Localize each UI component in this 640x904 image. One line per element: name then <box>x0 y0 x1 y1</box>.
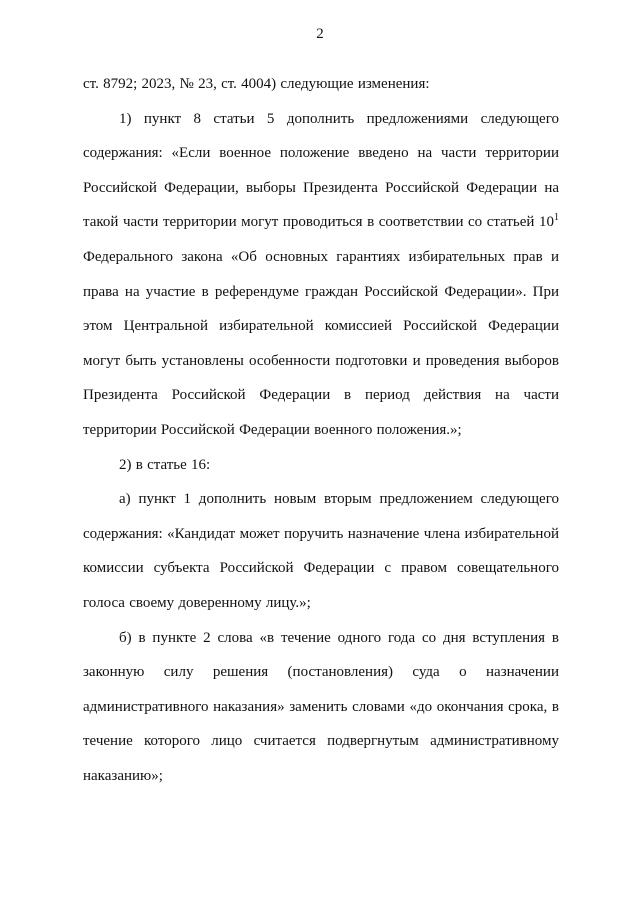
paragraph-item-1-text: 1) пункт 8 статьи 5 дополнить предложениями следующего содержания: «Если военное положение введено на части территории Российской Федерации, выборы Президента Российской Федерации на такой части территории могут проводиться в соответствии со статьей 10 <box>83 110 559 231</box>
paragraph-item-1-continuation: Федерального закона «Об основных гарантиях избирательных прав и права на участие в референдуме граждан Российской Федерации». При этом Центральной избирательной комиссией Российской Федерации могут быть установлены особенности подготовки и проведения выборов Президента Российской Федерации в период действия на части территории Российской Федерации военного положения.»; <box>83 248 559 438</box>
page-number: 2 <box>316 26 324 42</box>
paragraph-item-2: 2) в статье 16: <box>119 456 211 473</box>
paragraph-subitem-b: б) в пункте 2 слова «в течение одного года со дня вступления в законную силу решения (постановления) суда о назначении административного наказания» заменить словами «до окончания срока, в течение которого лицо считается подвергнутым административному наказанию»; <box>83 629 559 784</box>
paragraph-subitem-a: а) пункт 1 дополнить новым вторым предложением следующего содержания: «Кандидат может поручить назначение члена избирательной комиссии субъекта Российской Федерации с правом совещательного голоса своему доверенному лицу.»; <box>83 491 559 611</box>
superscript-1: 1 <box>554 212 559 224</box>
paragraph-intro: ст. 8792; 2023, № 23, ст. 4004) следующие изменения: <box>83 76 430 92</box>
document-body <box>83 67 559 793</box>
paragraph-item-1 <box>83 102 559 448</box>
